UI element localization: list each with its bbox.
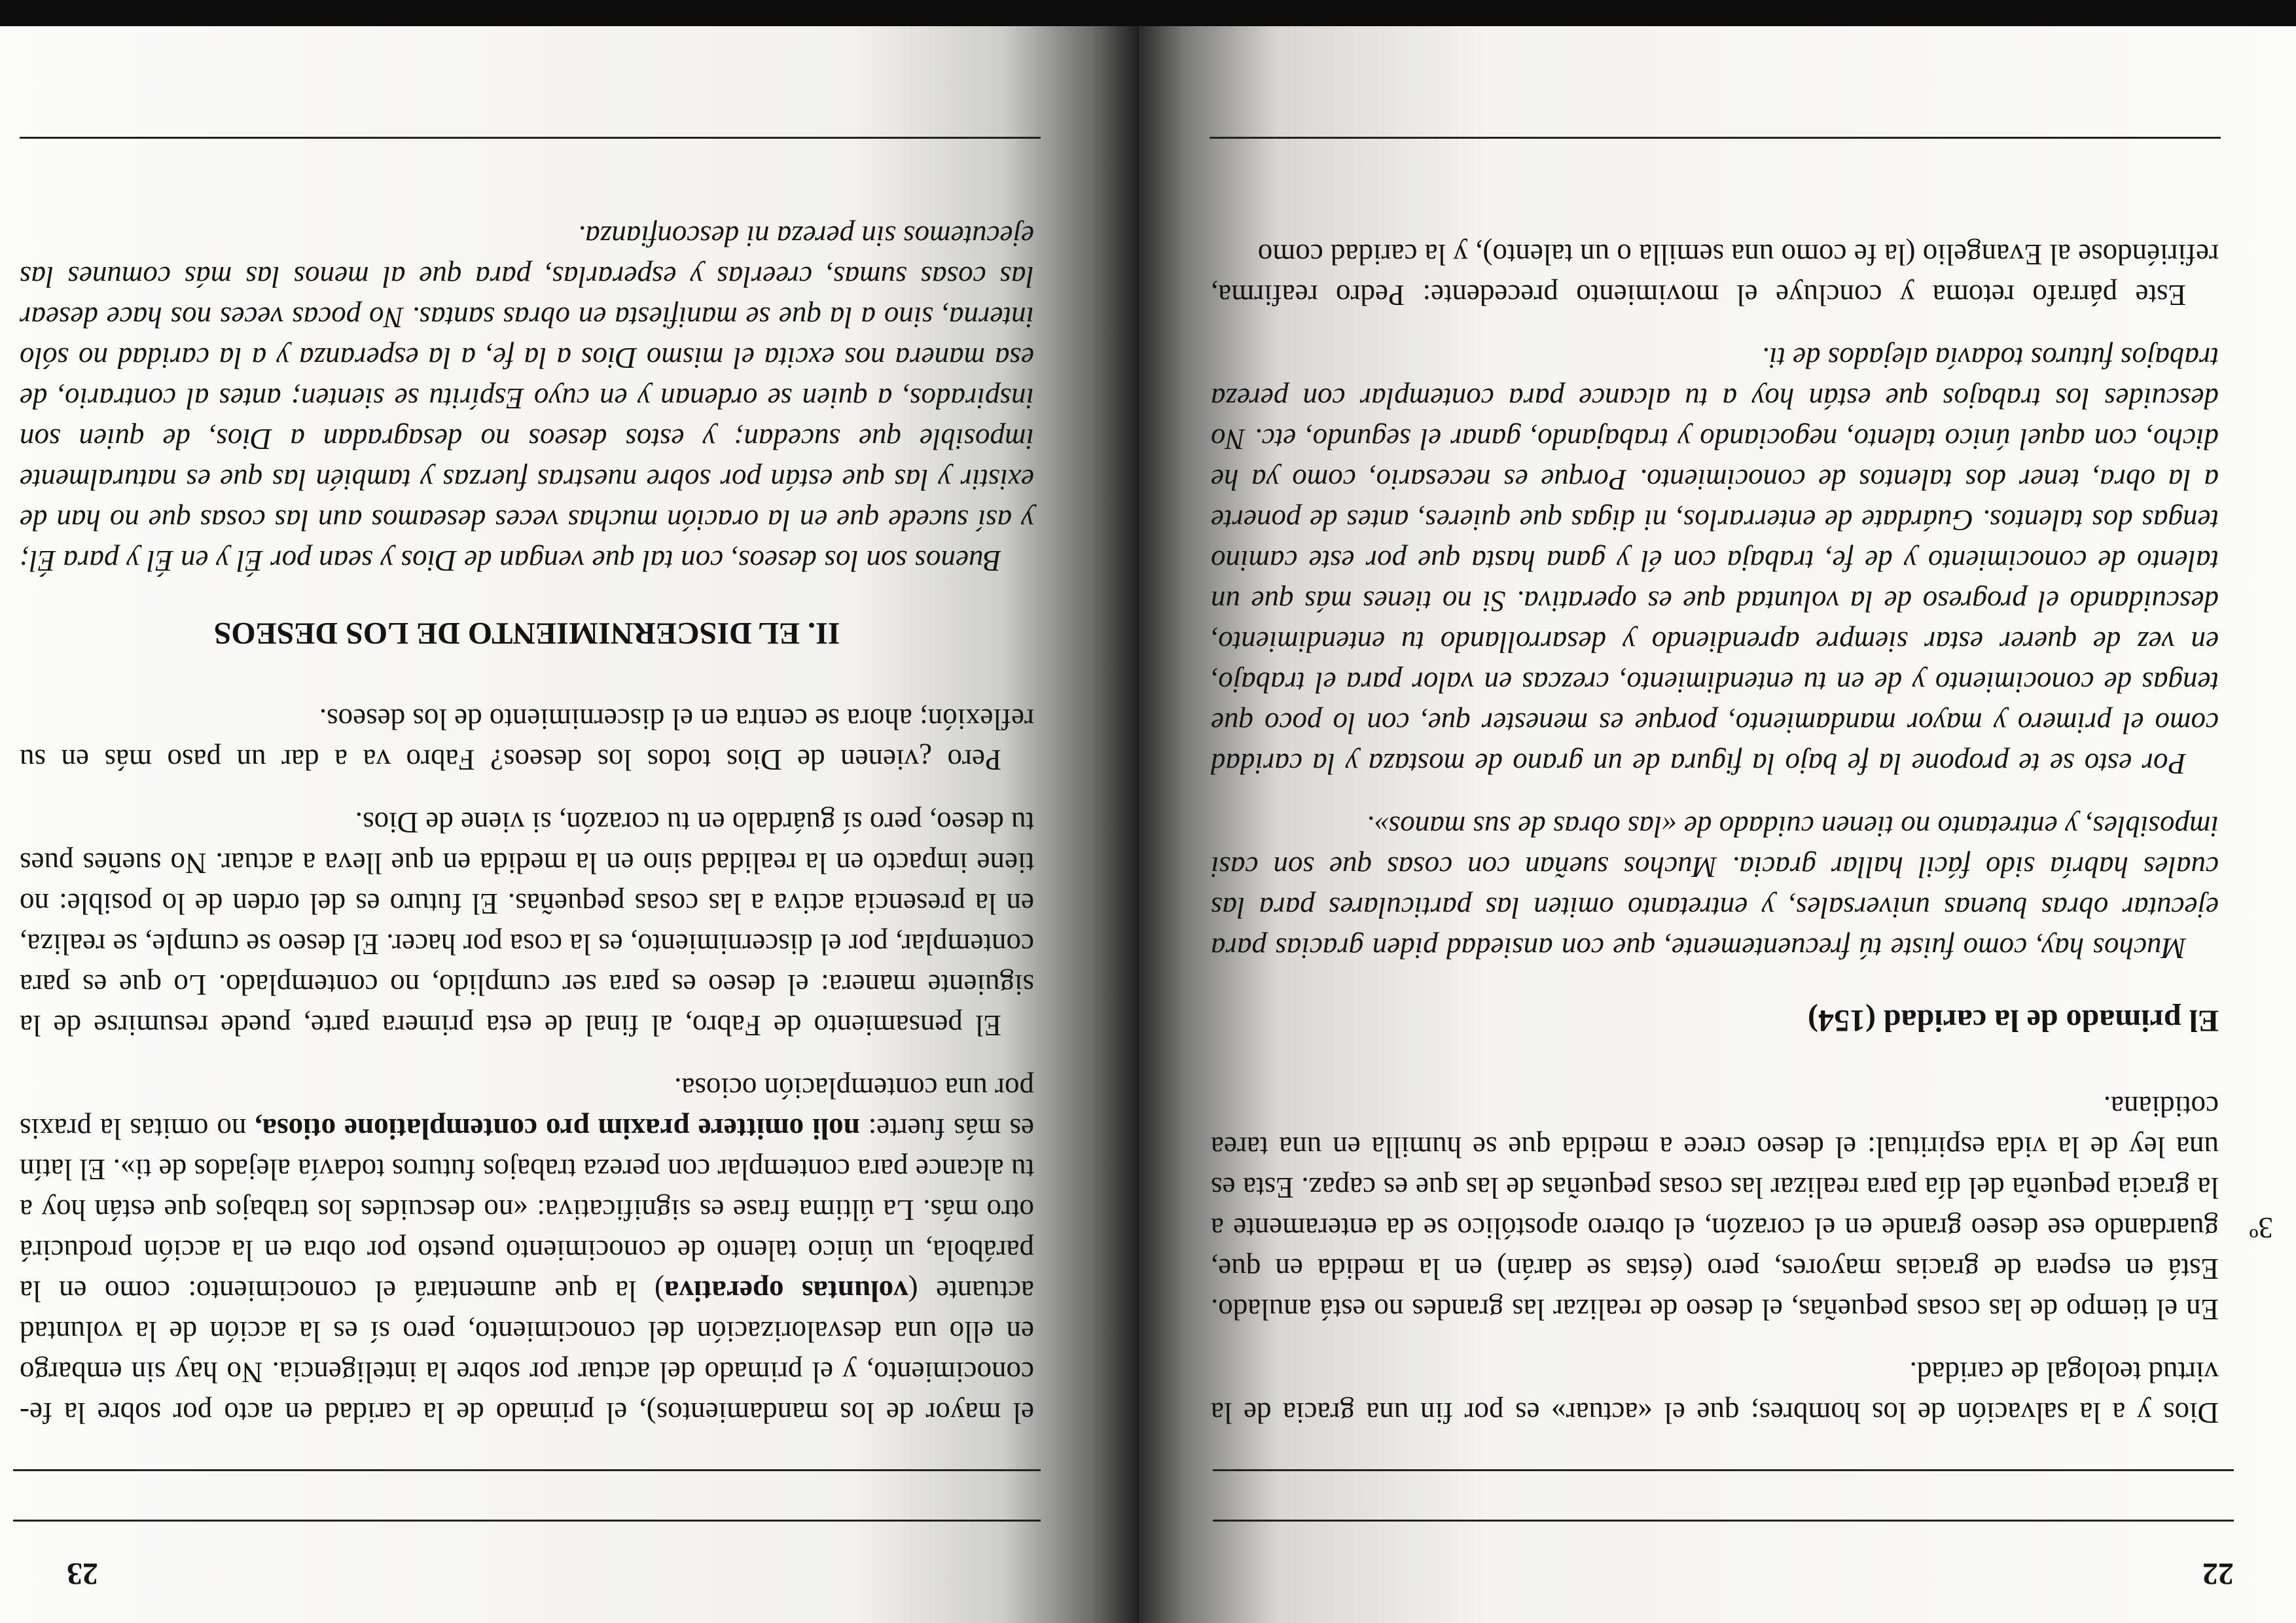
page-22-body (1211, 234, 2219, 1433)
bold-term: voluntas operativa (664, 1275, 908, 1308)
header-rule-inner (1213, 1469, 2234, 1471)
section-marker: 3º (2249, 1211, 2273, 1244)
paragraph-caridad (20, 1068, 1034, 1433)
footer-rule (1210, 137, 2221, 139)
text-span: el mayor de los mandamientos), el primado de la caridad en acto por sobre la fe-conocimiento, y el primado del actuar por sobre la inteligencia. No hay sin embargo en ello una desvalorización del conocimiento, pero sí es la acción de la voluntad actuante ( (20, 1275, 1034, 1429)
paragraph-30: En el tiempo de las cosas pequeñas, el deseo de realizar las grandes no está anulado. Está en espera de gracias mayores, pero (éstas se darán) en la medida en que, guardando ese deseo grande en el corazón, el obrero apostólico se da enteramente a la gracia pequeña del día para realizar las cosas pequeñas de las que es capaz. Esta es una ley de la vida espiritual: el deseo crece a medida que se humilla en una tarea cotidiana. (1211, 1090, 2219, 1326)
page-22 (1139, 26, 2296, 1623)
header-rule-outer (1213, 1520, 2234, 1522)
quote-por-esto: Por esto se te propone la fe bajo la figura de un grano de mostaza y la caridad como el primero y mayor mandamiento, porque es menester que, con lo poco que tengas de conocimiento y de en tu entendimiento, crezcas en valor para el trabajo, en vez de querer estar siempre aprendiendo y desarrollando tu entendimiento, descuidando el progreso de la voluntad que es operativa. Si no tienes más que un talento de conocimiento y de fe, trabaja con él y gana hasta que por este camino tengas dos talentos. Guárdate de enterrarlos, ni digas que quieres, antes de ponerte a la obra, tener dos talentos de conocimiento. Porque es necesario, como ya he dicho, con aquel único talento, negociando y trabajando, ganar el segundo, etc. No descuides los trabajos que están hoy a tu alcance para contemplar con pereza trabajos futuros todavía alejados de ti. (1211, 342, 2219, 780)
intro-lines: Dios y a la salvación de los hombres; que el «actuar» es por fin una gracia de la virtud teologal de caridad. (1211, 1356, 2219, 1429)
quote-muchos-hay: Muchos hay, como fuiste tú frecuentemente, que con ansiedad piden gracias para ejecutar obras buenas universales, y entretanto omiten las particulares para las cuales habría sido fácil hallar gracia. Muchos sueñan con cosas que son casi imposibles, y entretanto no tienen cuidado de «las obras de sus manos». (1211, 810, 2219, 965)
bold-latin: noli omittere praxim pro contemplatione otiosa, (255, 1113, 860, 1145)
paragraph-pero: Pero ¿vienen de Dios todos los deseos? Fabro va a dar un paso más en su reflexión; ahora se centra en el discernimiento de los deseos. (20, 703, 1034, 776)
page-number: 23 (67, 1556, 98, 1591)
footer-rule (20, 137, 1041, 139)
text-span: ) la que aumentará el conocimiento: como en la parábola, un único talento de conocimiento puesto por obra en la acción producirá otro más. La última frase es significativa: «no descuides los trabajos que están hoy a tu alcance para contemplar con pereza trabajos futuros todavía alejados de ti». El latín es más fuerte: (20, 1113, 1034, 1308)
header-rule-outer (13, 1520, 1041, 1522)
page-number: 22 (2202, 1556, 2234, 1591)
section-heading-deseos: II. EL DISCERNIMIENTO DE LOS DESEOS (213, 616, 840, 651)
section-heading-caridad: El primado de la caridad (154) (1807, 1003, 2219, 1038)
page-23 (0, 26, 1139, 1623)
text-span: no omitas la praxis por una contemplación ociosa. (20, 1072, 1034, 1145)
quote-buenos-son: Buenos son los deseos, con tal que vengan de Dios y sean por Él y en Él y para Él; y así sucede que en la oración muchas veces deseamos aun las cosas que no han de existir y las que están por sobre nuestras fuerzas y también las que es naturalmente imposible que sucedan; y estos deseos no desagradan a Dios, de quien son inspirados, a quien se ordenan y en cuyo Espíritu se sienten; antes al contrario, de esa manera nos excita el mismo Dios a la fe, a la esperanza y a la caridad no sólo interna, sino a la que se manifiesta en obras santas. No pocas veces nos hace desear las cosas sumas, creerlas y esperarlas, para que al menos las más comunes las ejecutemos sin pereza ni desconfianza. (20, 220, 1034, 577)
paragraph-final: Este párrafo retoma y concluye el movimiento precedente: Pedro reafirma, refiriéndose al Evangelio (la fe como una semilla o un talento), y la caridad como (1211, 238, 2219, 312)
paragraph-fabro: El pensamiento de Fabro, al final de esta primera parte, puede resumirse de la siguiente manera: el deseo es para ser cumplido, no contemplado. Lo que es para contemplar, por el discernimiento, es la cosa por hacer. El deseo se cumple, se realiza, en la presencia activa a las cosas pequeñas. El futuro es del orden de lo posible: no tiene impacto en la realidad sino en la medida en que lleva a actuar. No sueñes pues tu deseo, pero sí guárdalo en tu corazón, si viene de Dios. (20, 806, 1034, 1042)
header-rule-inner (13, 1469, 1041, 1471)
page-23-body (20, 216, 1034, 1433)
